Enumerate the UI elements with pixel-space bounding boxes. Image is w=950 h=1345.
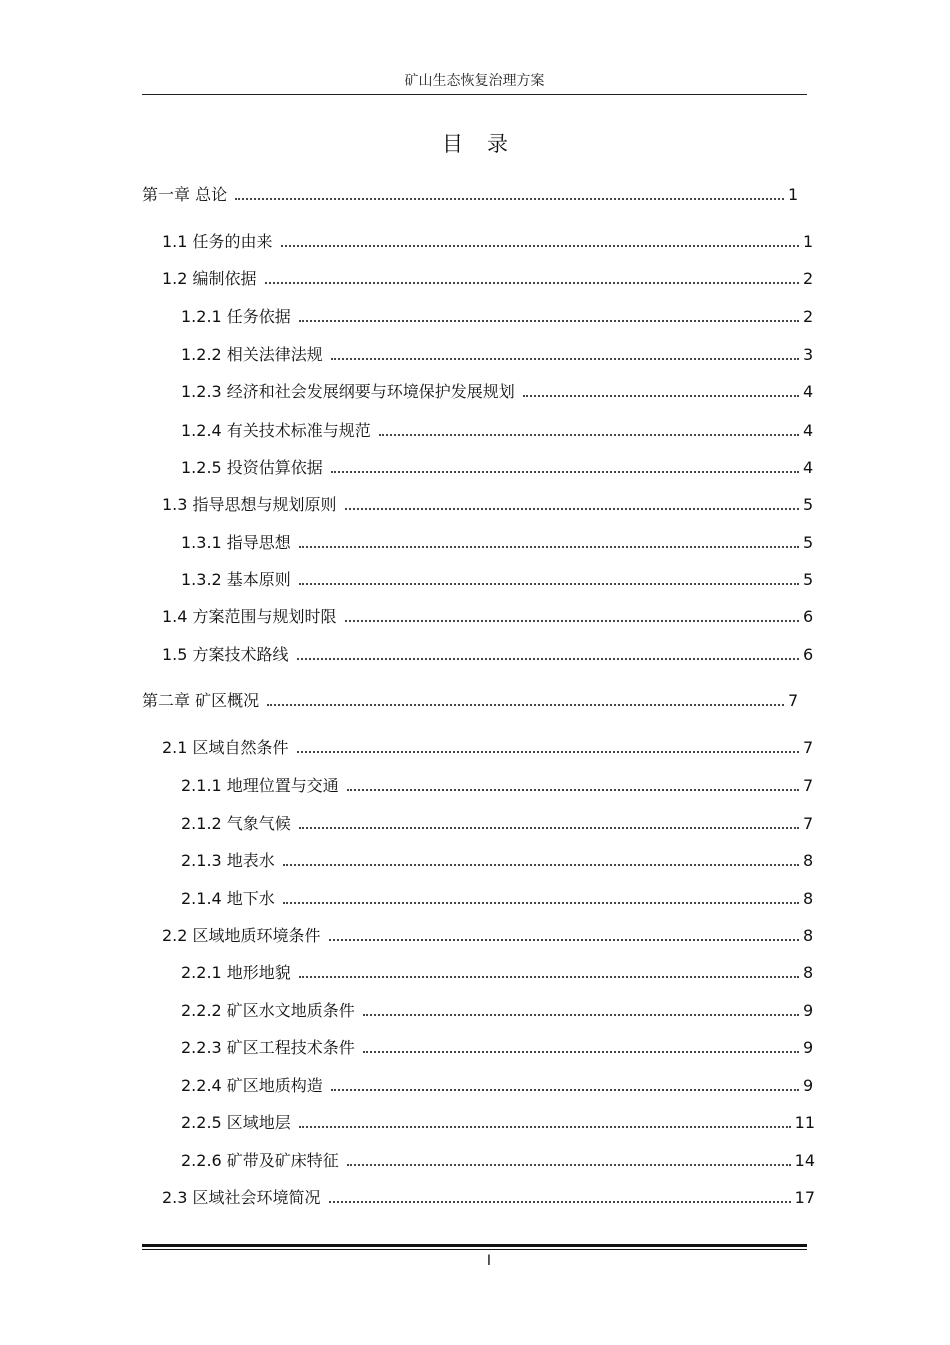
toc-entry-title: 1.2 编制依据 [162, 269, 257, 288]
toc-entry-page: 6 [803, 645, 814, 664]
toc-entry-title: 2.1 区域自然条件 [162, 738, 289, 757]
toc-dot-leader [299, 1126, 791, 1128]
toc-entry-title: 2.2.6 矿带及矿床特征 [181, 1151, 339, 1170]
toc-chapter-entry[interactable] [142, 690, 800, 712]
toc-entry[interactable] [162, 268, 815, 290]
toc-dot-leader [345, 508, 799, 510]
toc-entry-page: 14 [794, 1151, 815, 1170]
toc-entry-title: 2.2 区域地质环境条件 [162, 926, 321, 945]
toc-entry-title: 第二章 矿区概况 [142, 691, 260, 710]
toc-entry[interactable] [181, 532, 815, 554]
toc-dot-leader [297, 658, 799, 660]
toc-entry-page: 1 [803, 232, 814, 251]
toc-entry[interactable] [162, 606, 815, 628]
toc-entry-page: 5 [803, 495, 814, 514]
toc-dot-leader [523, 395, 799, 397]
toc-dot-leader [299, 320, 799, 322]
toc-entry-page: 8 [803, 851, 814, 870]
toc-entry-page: 5 [803, 570, 814, 589]
toc-entry[interactable] [181, 344, 815, 366]
footer-rule-thin [142, 1249, 807, 1250]
toc-entry-title: 1.2.1 任务依据 [181, 307, 291, 326]
toc-entry-title: 1.3 指导思想与规划原则 [162, 495, 337, 514]
toc-entry[interactable] [181, 457, 815, 479]
toc-entry-title: 第一章 总论 [142, 185, 228, 204]
toc-dot-leader [283, 864, 799, 866]
toc-entry-title: 1.3.1 指导思想 [181, 533, 291, 552]
toc-dot-leader [297, 751, 799, 753]
toc-dot-leader [345, 620, 799, 622]
toc-entry-title: 2.2.3 矿区工程技术条件 [181, 1038, 355, 1057]
toc-entry-page: 7 [788, 691, 799, 710]
toc-entry-page: 2 [803, 307, 814, 326]
toc-entry-title: 1.2.3 经济和社会发展纲要与环境保护发展规划 [181, 382, 515, 401]
toc-entry[interactable] [181, 850, 815, 872]
toc-entry[interactable] [181, 420, 815, 442]
toc-entry[interactable] [181, 1000, 815, 1022]
toc-entry[interactable] [181, 775, 815, 797]
toc-entry-page: 2 [803, 269, 814, 288]
toc-entry-page: 7 [803, 738, 814, 757]
toc-entry[interactable] [181, 1075, 815, 1097]
toc-entry-page: 11 [794, 1113, 815, 1132]
toc-entry[interactable] [162, 644, 815, 666]
toc-entry[interactable] [181, 813, 815, 835]
toc-entry-title: 2.1.1 地理位置与交通 [181, 776, 339, 795]
toc-entry-title: 2.1.3 地表水 [181, 851, 275, 870]
toc-dot-leader [265, 282, 799, 284]
toc-chapter-entry[interactable] [142, 184, 800, 206]
toc-entry-title: 2.3 区域社会环境简况 [162, 1188, 321, 1207]
toc-entry[interactable] [181, 569, 815, 591]
toc-entry-title: 2.1.2 气象气候 [181, 814, 291, 833]
toc-entry-page: 9 [803, 1038, 814, 1057]
toc-entry-page: 3 [803, 345, 814, 364]
toc-entry-page: 6 [803, 607, 814, 626]
toc-entry-title: 2.2.1 地形地貌 [181, 963, 291, 982]
toc-dot-leader [331, 471, 799, 473]
toc-entry-title: 1.2.2 相关法律法规 [181, 345, 323, 364]
toc-entry-page: 7 [803, 814, 814, 833]
toc-dot-leader [331, 1089, 799, 1091]
toc-dot-leader [281, 245, 799, 247]
footer-rule [142, 1244, 807, 1247]
toc-entry[interactable] [181, 1037, 815, 1059]
toc-dot-leader [283, 902, 799, 904]
toc-dot-leader [329, 939, 799, 941]
toc-entry[interactable] [162, 925, 815, 947]
toc-entry[interactable] [162, 494, 815, 516]
toc-dot-leader [267, 704, 784, 706]
toc-dot-leader [299, 546, 799, 548]
toc-dot-leader [299, 827, 799, 829]
toc-dot-leader [363, 1014, 799, 1016]
toc-entry-page: 17 [794, 1188, 815, 1207]
toc-dot-leader [379, 434, 799, 436]
toc-entry-title: 2.1.4 地下水 [181, 889, 275, 908]
toc-entry-page: 4 [803, 382, 814, 401]
toc-entry-title: 1.4 方案范围与规划时限 [162, 607, 337, 626]
toc-entry-title: 2.2.4 矿区地质构造 [181, 1076, 323, 1095]
toc-entry-page: 8 [803, 963, 814, 982]
toc-entry[interactable] [181, 888, 815, 910]
page-number: I [486, 1253, 492, 1269]
toc-entry[interactable] [162, 1187, 815, 1209]
toc-entry-title: 1.5 方案技术路线 [162, 645, 289, 664]
toc-dot-leader [331, 358, 799, 360]
toc-entry-page: 4 [803, 458, 814, 477]
toc-entry-page: 1 [788, 185, 799, 204]
toc-dot-leader [235, 198, 784, 200]
toc-entry-page: 7 [803, 776, 814, 795]
toc-entry[interactable] [181, 381, 815, 403]
toc-entry[interactable] [181, 1150, 815, 1172]
toc-entry-title: 2.2.2 矿区水文地质条件 [181, 1001, 355, 1020]
running-header: 矿山生态恢复治理方案 [404, 73, 545, 89]
toc-entry[interactable] [181, 306, 815, 328]
toc-title: 目录 [442, 132, 532, 156]
toc-entry-page: 5 [803, 533, 814, 552]
toc-dot-leader [329, 1201, 791, 1203]
toc-dot-leader [363, 1051, 799, 1053]
toc-entry-title: 1.3.2 基本原则 [181, 570, 291, 589]
toc-entry[interactable] [162, 231, 815, 253]
toc-dot-leader [299, 583, 799, 585]
toc-entry-title: 2.2.5 区域地层 [181, 1113, 291, 1132]
toc-dot-leader [299, 976, 799, 978]
toc-entry-title: 1.2.5 投资估算依据 [181, 458, 323, 477]
toc-entry-page: 8 [803, 926, 814, 945]
toc-entry-page: 8 [803, 889, 814, 908]
toc-dot-leader [347, 1164, 791, 1166]
toc-entry[interactable] [181, 1112, 815, 1134]
toc-entry-page: 4 [803, 421, 814, 440]
toc-entry-page: 9 [803, 1076, 814, 1095]
toc-dot-leader [347, 789, 799, 791]
toc-entry[interactable] [162, 737, 815, 759]
toc-entry-page: 9 [803, 1001, 814, 1020]
toc-entry-title: 1.1 任务的由来 [162, 232, 273, 251]
toc-entry-title: 1.2.4 有关技术标准与规范 [181, 421, 371, 440]
toc-entry[interactable] [181, 962, 815, 984]
